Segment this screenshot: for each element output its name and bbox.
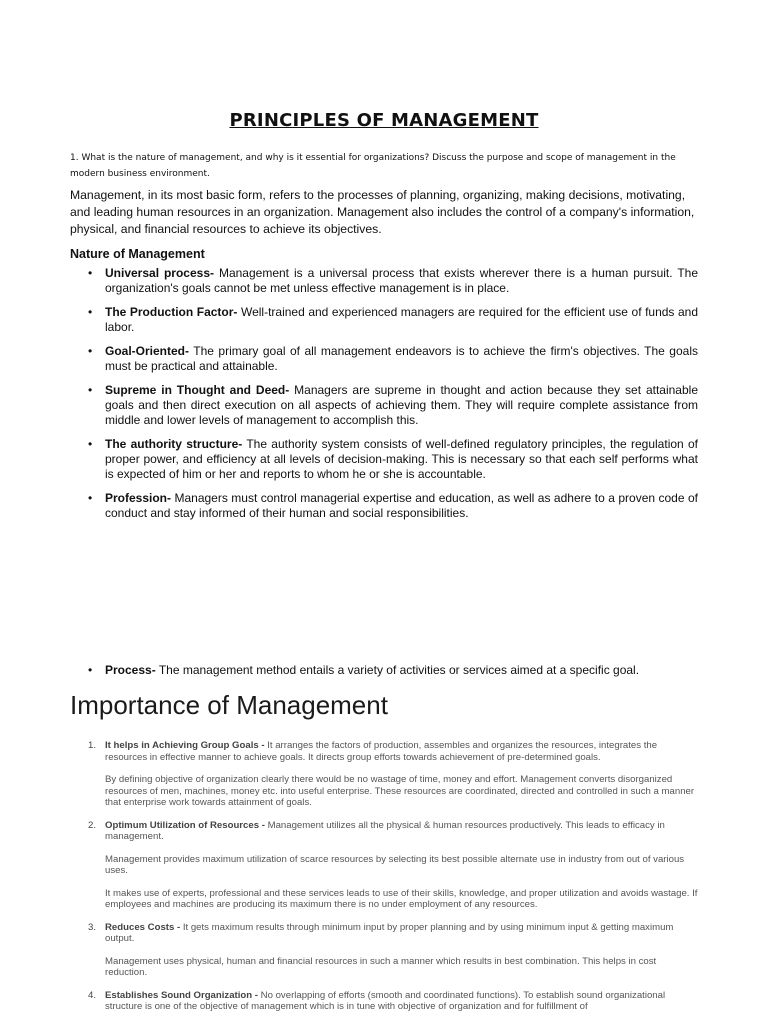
intro-paragraph: Management, in its most basic form, refers to the processes of planning, organizing, making decisions, motivating, and leading human resources in an organization. Management also includes the control of a company's information, physical, and financial resources to achieve its objectives. — [70, 188, 695, 236]
item-text: The primary goal of all management endeavors is to achieve the firm's objectives. The goals must be practical and attainable. — [105, 344, 698, 373]
item-term: The Production Factor- — [105, 305, 238, 319]
list-item — [70, 305, 698, 335]
item-term: Universal process- — [105, 266, 215, 280]
item-text: Management is a universal process that exists wherever there is a human pursuit. The organization's goals cannot be met unless effective management is in place. — [105, 266, 699, 295]
bullet-icon: • — [88, 383, 93, 397]
list-item — [70, 820, 700, 911]
item-term: Optimum Utilization of Resources - — [105, 819, 265, 831]
list-item — [70, 990, 700, 1013]
item-text: It gets maximum results through minimum input by proper planning and by using minimum input & getting maximum output. — [105, 921, 674, 944]
item-term: Goal-Oriented- — [105, 344, 190, 358]
item-text: The management method entails a variety of activities or services aimed at a specific goal. — [155, 663, 640, 677]
bullet-icon: • — [88, 344, 93, 358]
item-paragraph: By defining objective of organization clearly there would be no wastage of time, money and effort. Management converts disorganized resources of men, machines, money etc. into useful enterprise. These resources are coordinated, directed and controlled in such a manner that enterprise work towards attainment of goals. — [105, 774, 695, 808]
item-number: 4. — [88, 989, 97, 1001]
bullet-icon: • — [88, 266, 93, 280]
item-lead-paragraph — [105, 820, 700, 843]
list-item — [70, 663, 698, 678]
item-text: No overlapping of efforts (smooth and coordinated functions). To establish sound organizational structure is one of the objective of management which is in tune with objective of organization and for fulfillment of — [105, 989, 666, 1012]
list-item — [70, 344, 698, 374]
item-lead-paragraph — [105, 922, 700, 945]
list-item — [70, 922, 700, 979]
item-text: Well-trained and experienced managers are required for the efficient use of funds and labor. — [105, 305, 698, 334]
list-item — [70, 740, 700, 809]
bullet-icon: • — [88, 305, 93, 319]
list-item — [70, 491, 698, 521]
importance-list — [70, 740, 700, 1024]
item-number: 1. — [88, 740, 97, 751]
question-text: 1. What is the nature of management, and why is it essential for organizations? Discuss the purpose and scope of management in the modern business environment. — [70, 153, 676, 179]
item-lead-paragraph — [105, 740, 700, 763]
item-term: Establishes Sound Organization - — [105, 989, 258, 1001]
item-text: Management utilizes all the physical & human resources productively. This leads to efficacy in management. — [105, 819, 665, 842]
item-number: 3. — [88, 921, 97, 933]
list-item — [70, 266, 698, 296]
item-text: Managers must control managerial expertise and education, as well as adhere to a proven code of conduct and stay informed of their human and social responsibilities. — [105, 491, 698, 520]
item-lead-paragraph — [105, 990, 700, 1013]
importance-heading: Importance of Management — [70, 690, 388, 720]
item-term: Process- — [105, 663, 156, 677]
nature-heading: Nature of Management — [70, 247, 205, 261]
process-list — [70, 663, 698, 678]
item-term: Reduces Costs - — [105, 921, 181, 933]
item-term: Profession- — [105, 491, 172, 505]
page-title: PRINCIPLES OF MANAGEMENT — [229, 110, 539, 131]
item-term: The authority structure- — [105, 437, 243, 451]
item-term: It helps in Achieving Group Goals - — [105, 740, 265, 751]
item-paragraph: Management provides maximum utilization of scarce resources by selecting its best possible alternate use in industry from out of various uses. — [105, 853, 685, 876]
list-item — [70, 437, 698, 482]
item-term: Supreme in Thought and Deed- — [105, 383, 290, 397]
item-text: It arranges the factors of production, assembles and organizes the resources, integrates the resources in effective manner to achieve goals. It directs group efforts towards achievement of pre-determined goals. — [105, 740, 658, 763]
item-number: 2. — [88, 819, 97, 831]
item-text: The authority system consists of well-defined regulatory principles, the regulation of proper power, and efficiency at all levels of decision-making. This is necessary so that each self performs what is expected of him or her and reports to whom he or she is accountable. — [105, 437, 698, 481]
nature-list — [70, 266, 698, 530]
item-paragraph: Management uses physical, human and financial resources in such a manner which results in best combination. This helps in cost reduction. — [105, 955, 657, 978]
list-item — [70, 383, 698, 428]
bullet-icon: • — [88, 491, 93, 505]
bullet-icon: • — [88, 663, 93, 677]
item-paragraph: It makes use of experts, professional and these services leads to use of their skills, knowledge, and proper utilization and avoids wastage. If employees and machines are producing its maximum there is no under employment of any resources. — [105, 887, 698, 910]
bullet-icon: • — [88, 437, 93, 451]
item-text: Managers are supreme in thought and action because they set attainable goals and then direct execution on all aspects of achieving them. They will require complete assistance from middle and lower levels of management to accomplish this. — [105, 383, 698, 427]
